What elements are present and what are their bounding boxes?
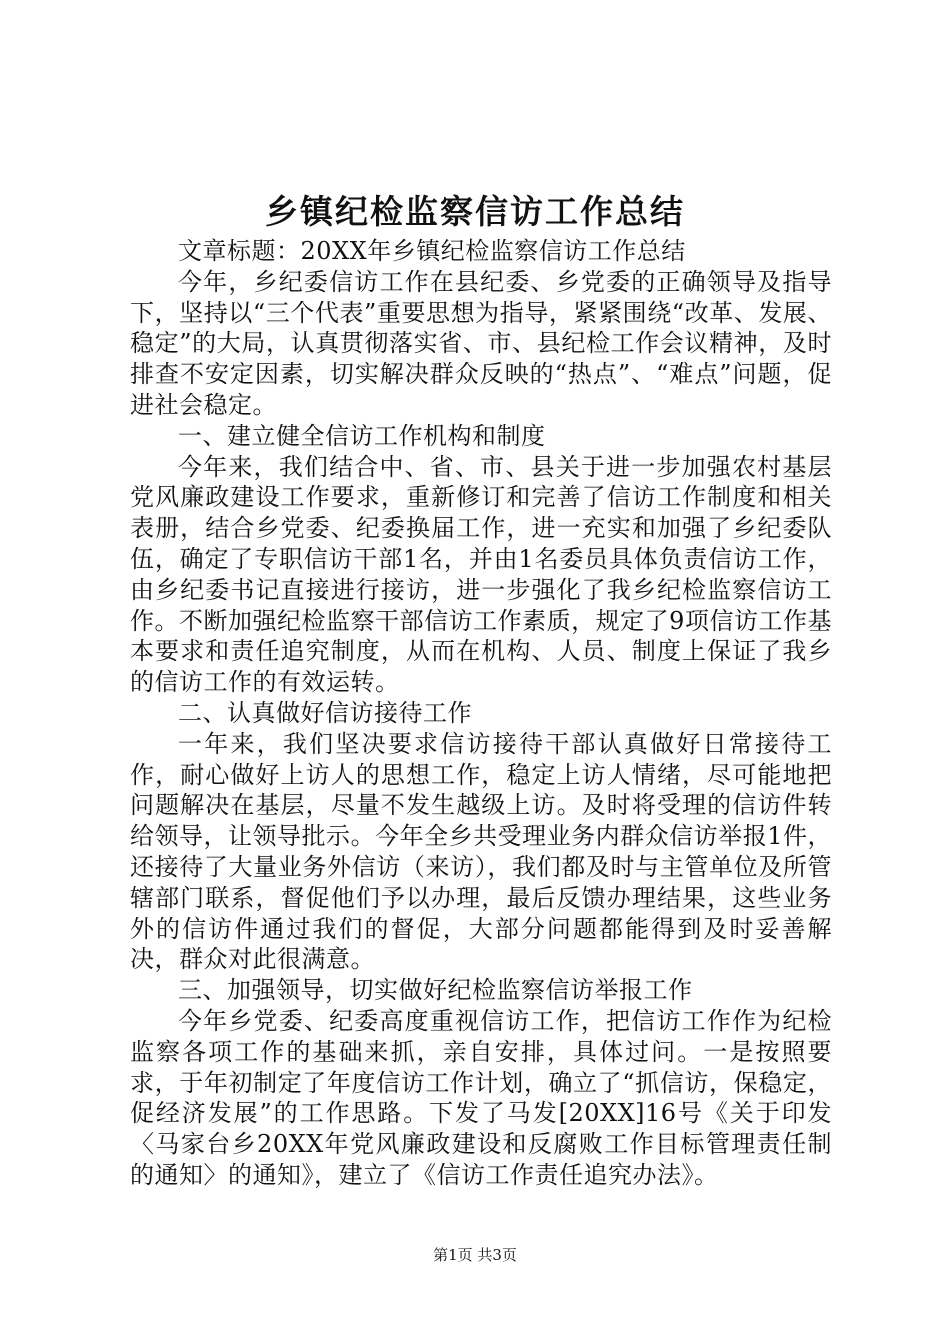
section-heading-2: 二、认真做好信访接待工作 — [178, 698, 472, 727]
document-body — [130, 236, 832, 1191]
section-3-paragraph: 今年乡党委、纪委高度重视信访工作，把信访工作作为纪检监察各项工作的基础来抓，亲自安排，具体过问。一是按照要求，于年初制定了年度信访工作计划，确立了“抓信访，保稳定，促经济发展”的工作思路。下发了马发[20XX]16号《关于印发〈马家台乡20XX年党风廉政建设和反腐败工作目标管理责任制的通知〉的通知》，建立了《信访工作责任追究办法》。 — [130, 1006, 832, 1189]
section-heading-1: 一、建立健全信访工作机构和制度 — [178, 421, 546, 450]
article-title-line: 文章标题：20XX年乡镇纪检监察信访工作总结 — [178, 237, 686, 265]
page-number-footer: 第1页 共3页 — [433, 1246, 517, 1264]
section-heading-3: 三、加强领导，切实做好纪检监察信访举报工作 — [178, 976, 693, 1005]
intro-paragraph: 今年，乡纪委信访工作在县纪委、乡党委的正确领导及指导下，坚持以“三个代表”重要思想为指导，紧紧围绕“改革、发展、稳定”的大局，认真贯彻落实省、市、县纪检工作会议精神，及时排查不安定因素，切实解决群众反映的“热点”、“难点”问题，促进社会稳定。 — [130, 267, 832, 419]
section-1-paragraph: 今年来，我们结合中、省、市、县关于进一步加强农村基层党风廉政建设工作要求，重新修订和完善了信访工作制度和相关表册，结合乡党委、纪委换届工作，进一充实和加强了乡纪委队伍，确定了专职信访干部1名，并由1名委员具体负责信访工作，由乡纪委书记直接进行接访，进一步强化了我乡纪检监察信访工作。不断加强纪检监察干部信访工作素质，规定了9项信访工作基本要求和责任追究制度，从而在机构、人员、制度上保证了我乡的信访工作的有效运转。 — [130, 452, 832, 697]
section-2-paragraph: 一年来，我们坚决要求信访接待干部认真做好日常接待工作，耐心做好上访人的思想工作，稳定上访人情绪，尽可能地把问题解决在基层，尽量不发生越级上访。及时将受理的信访件转给领导，让领导批示。今年全乡共受理业务内群众信访举报1件，还接待了大量业务外信访（来访），我们都及时与主管单位及所管辖部门联系，督促他们予以办理，最后反馈办理结果，这些业务外的信访件通过我们的督促，大部分问题都能得到及时妥善解决，群众对此很满意。 — [130, 729, 832, 974]
document-title: 乡镇纪检监察信访工作总结 — [265, 192, 685, 231]
